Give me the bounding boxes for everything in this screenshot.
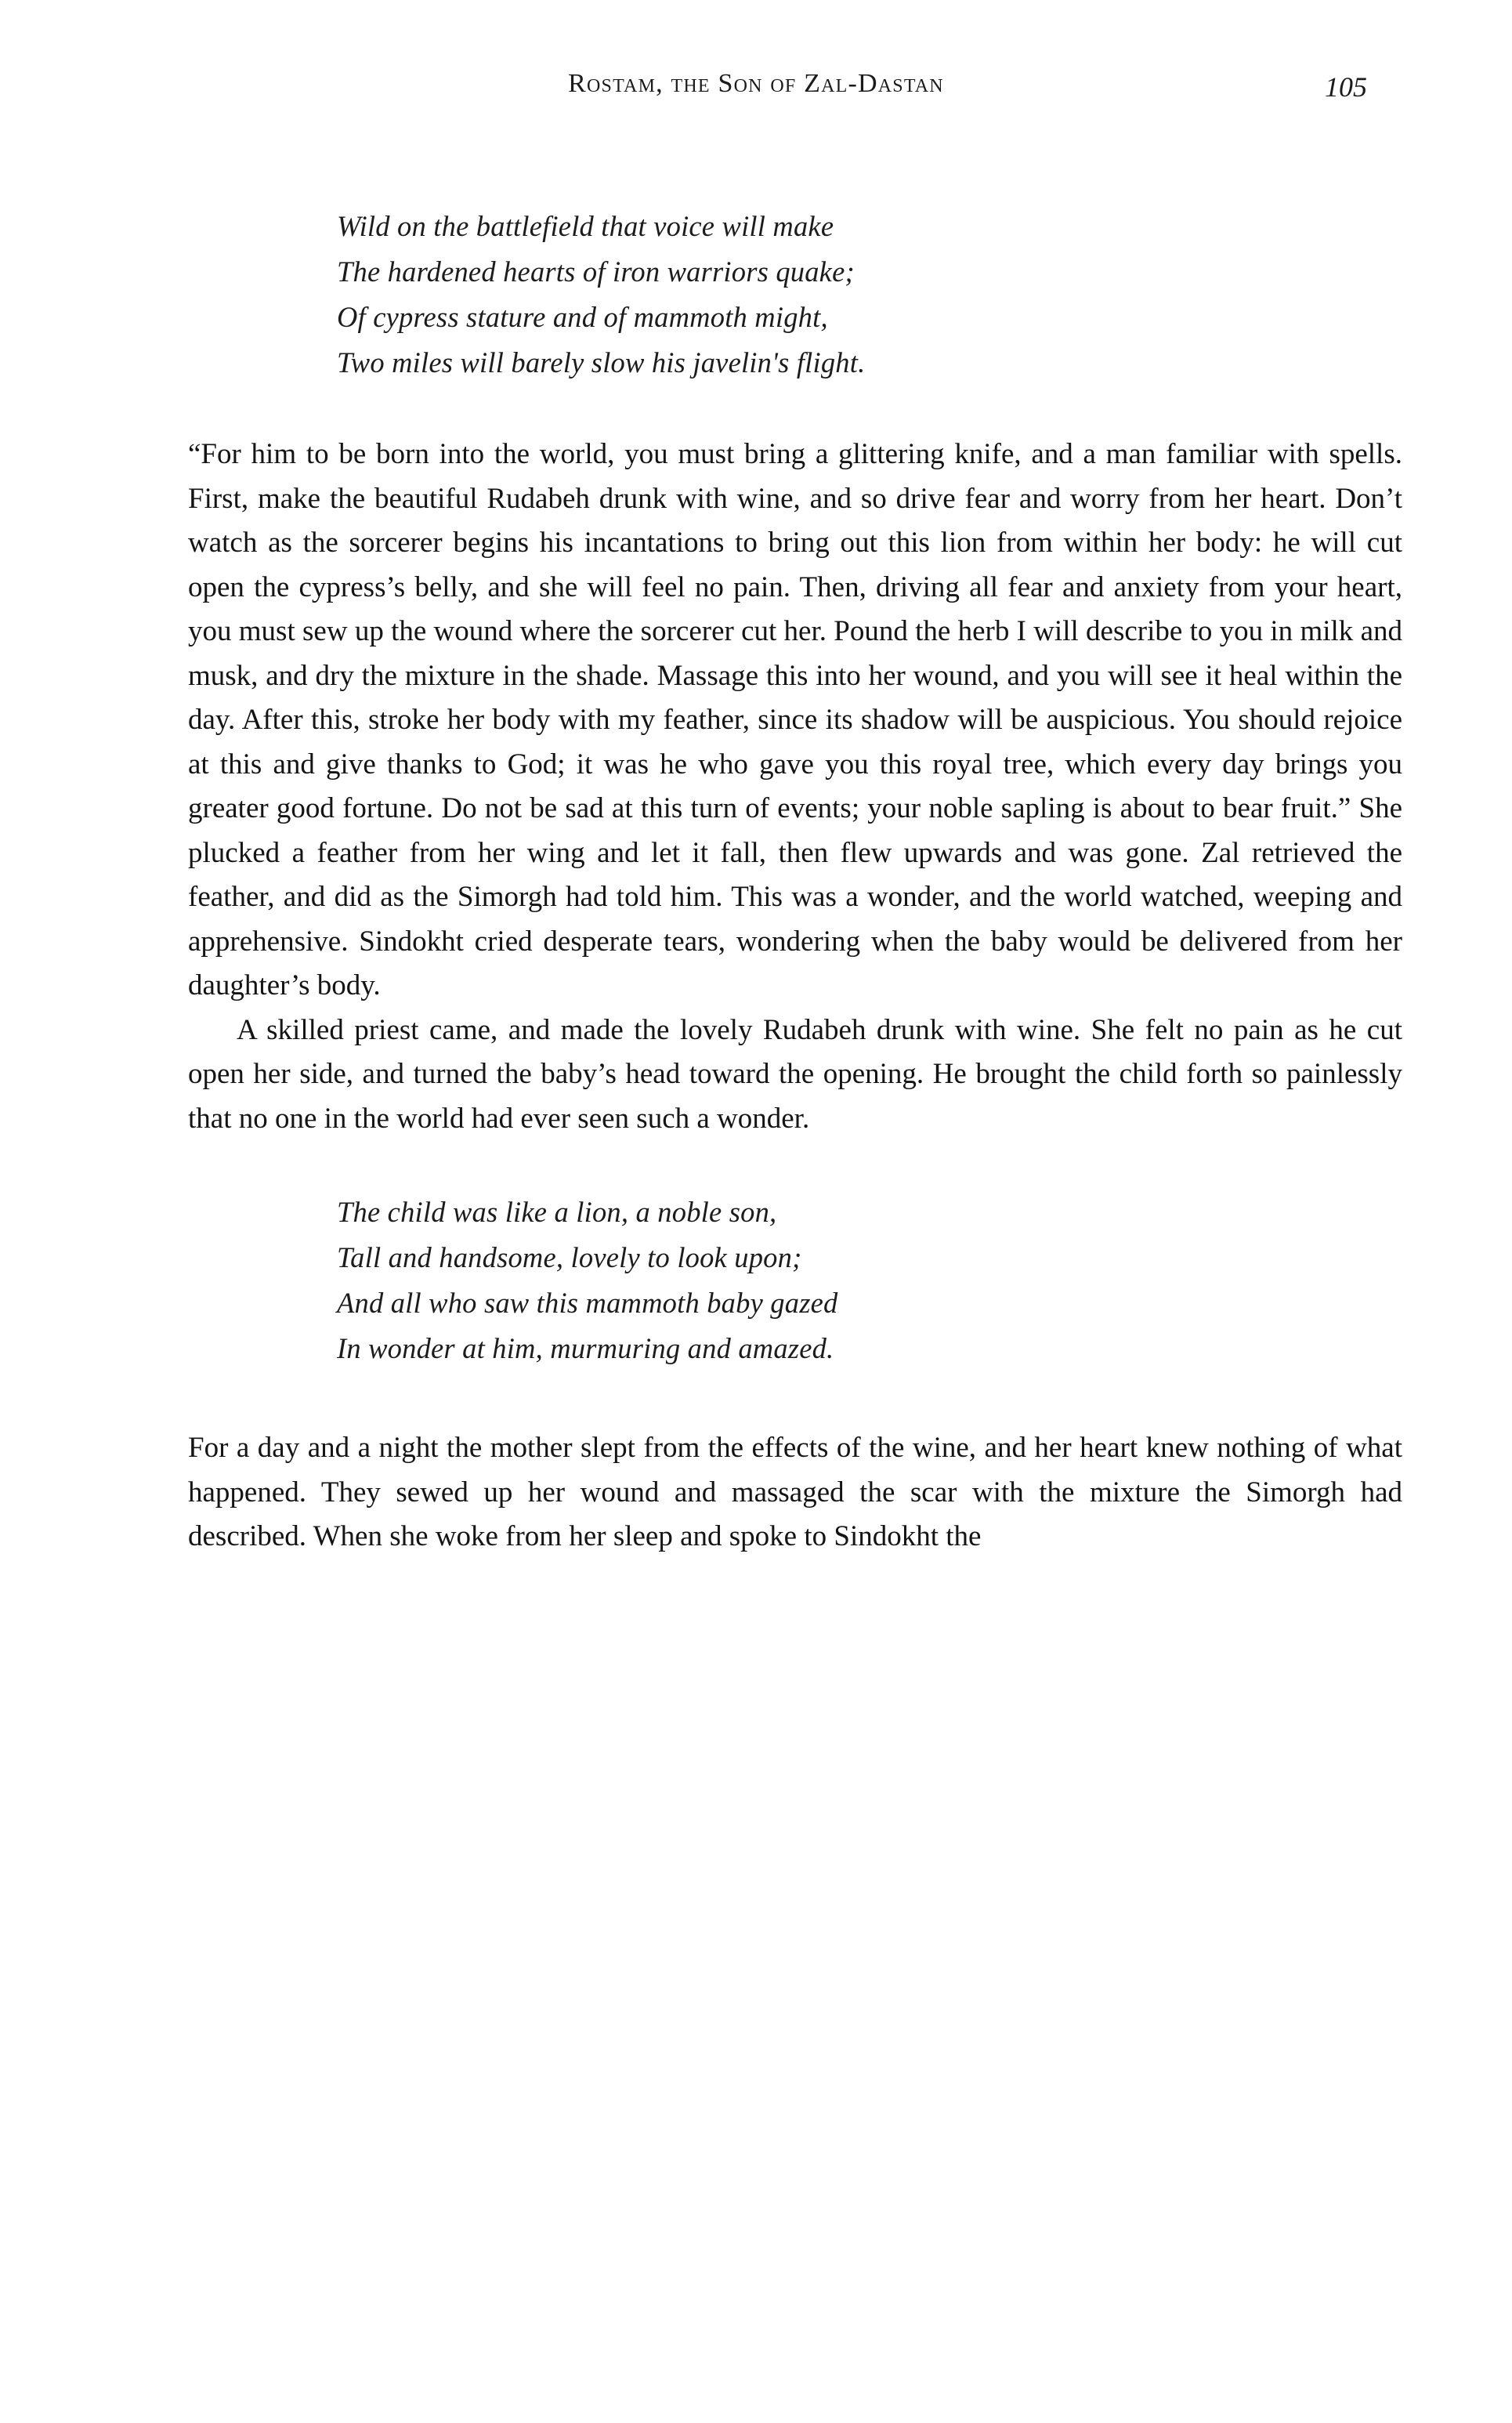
paragraph: A skilled priest came, and made the lovely Rudabeh drunk with wine. She felt no pain as he cut open her side, and turned the baby’s head toward the opening. He brought the child forth so painlessly that no one in the world had ever seen such a wonder. bbox=[188, 1013, 1402, 1135]
verse-line: Tall and handsome, lovely to look upon; bbox=[337, 1241, 802, 1273]
running-head-title: Rostam, the Son of Zal-Dastan bbox=[568, 69, 944, 98]
verse-line: The hardened hearts of iron warriors quake; bbox=[337, 255, 855, 288]
paragraph: For a day and a night the mother slept from the effects of the wine, and her heart knew nothing of what happened. They sewed up her wound and massaged the scar with the mixture the Simorgh had described. When she woke from her sleep and spoke to Sindokht the bbox=[188, 1432, 1402, 1552]
verse-line: And all who saw this mammoth baby gazed bbox=[337, 1287, 838, 1319]
paragraph: “For him to be born into the world, you must bring a glittering knife, and a man familiar with spells. First, make the beautiful Rudabeh drunk with wine, and so drive fear and worry from her heart. Don’t watch as the sorcerer begins his incantations to bring out this lion from within her body: he will cut open the cypress’s belly, and she will feel no pain. Then, driving all fear and anxiety from your heart, you must sew up the wound where the sorcerer cut her. Pound the herb I will describe to you in milk and musk, and dry the mixture in the shade. Massage this into her wound, and you will see it heal within the day. After this, stroke her body with my feather, since its shadow will be auspicious. You should rejoice at this and give thanks to God; it was he who gave you this royal tree, which every day brings you greater good fortune. Do not be sad at this turn of events; your noble sapling is about to bear fruit.” She plucked a feather from her wing and let it fall, then flew upwards and was gone. Zal retrieved the feather, and did as the Simorgh had told him. This was a wonder, and the world watched, weeping and apprehensive. Sindokht cried desperate tears, wondering when the baby would be delivered from her daughter’s body. bbox=[188, 438, 1402, 1001]
verse-line: Two miles will barely slow his javelin's flight. bbox=[337, 346, 866, 378]
verse-line: The child was like a lion, a noble son, bbox=[337, 1196, 777, 1228]
running-head bbox=[0, 69, 1512, 116]
page-body bbox=[188, 196, 1402, 1559]
verse-block-1 bbox=[188, 204, 1402, 386]
page-number: 105 bbox=[1325, 71, 1367, 103]
spacer bbox=[188, 1371, 1402, 1426]
verse-line: Wild on the battlefield that voice will make bbox=[337, 210, 834, 242]
spacer bbox=[188, 1141, 1402, 1190]
verse-line: In wonder at him, murmuring and amazed. bbox=[337, 1332, 834, 1364]
verse-line: Of cypress stature and of mammoth might, bbox=[337, 301, 828, 333]
verse-block-2 bbox=[188, 1190, 1402, 1371]
spacer bbox=[188, 386, 1402, 433]
